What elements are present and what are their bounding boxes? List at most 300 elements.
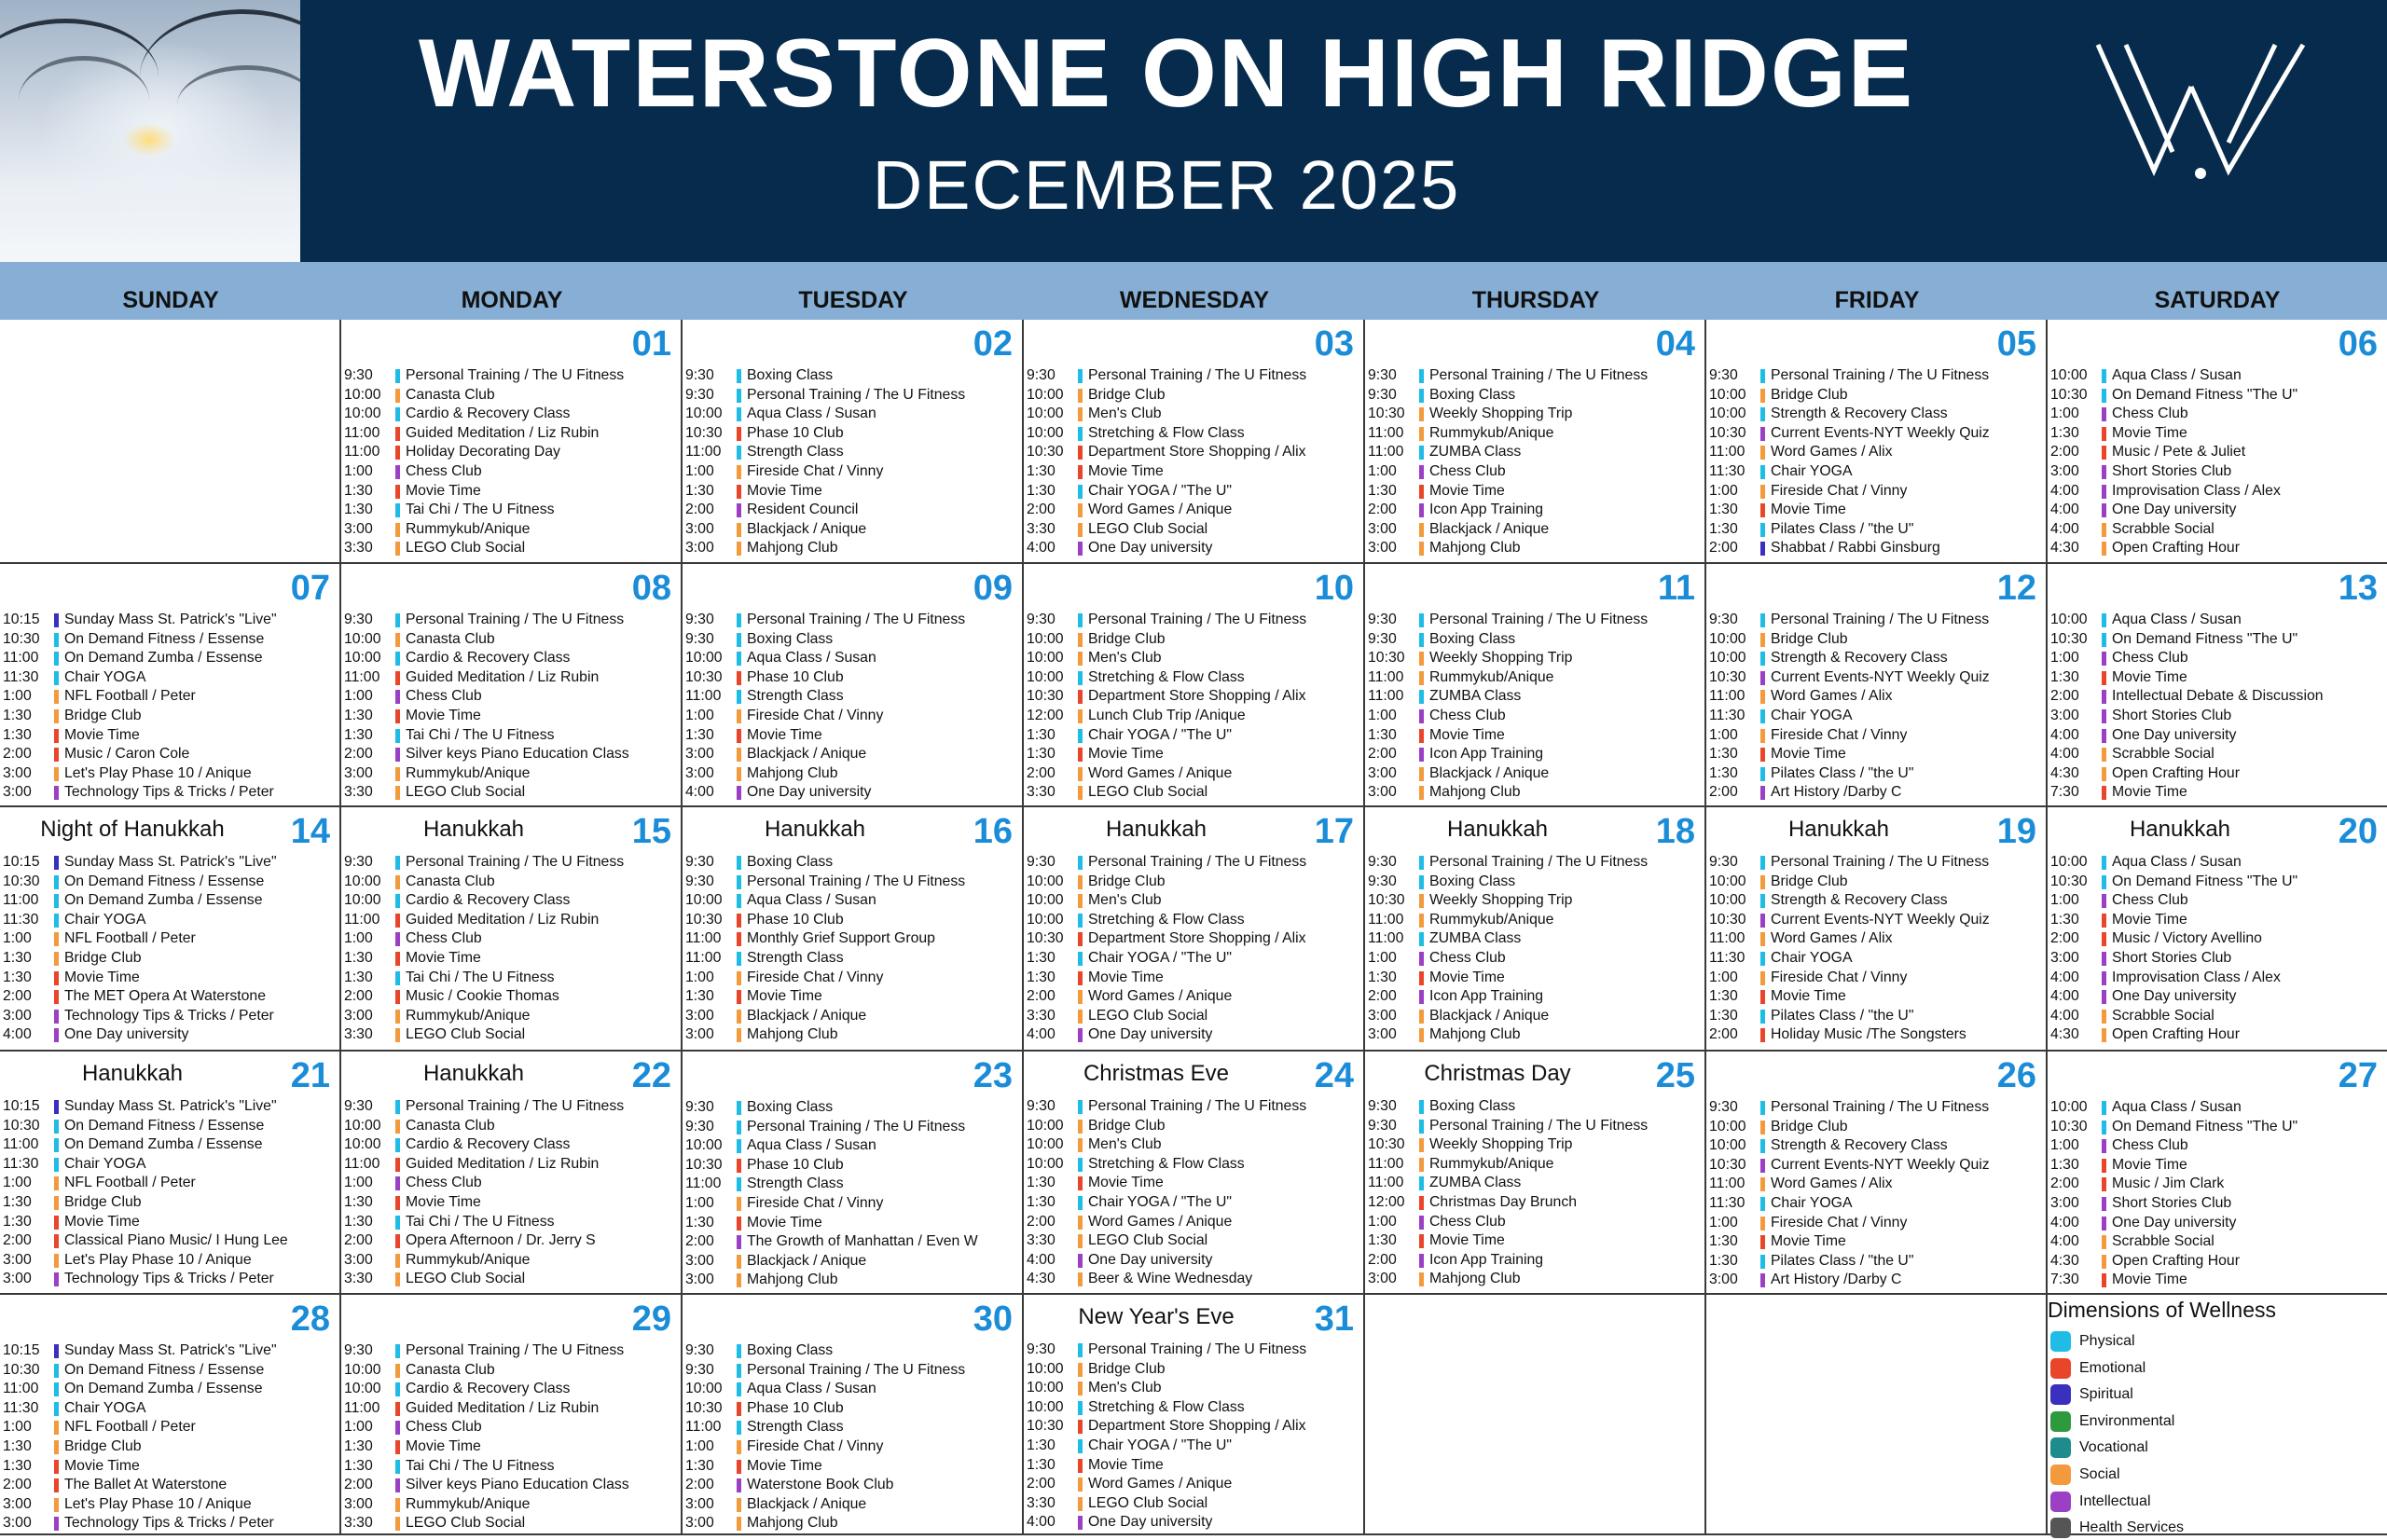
event-item — [1368, 1251, 1703, 1271]
event-time: 1:00 — [1709, 969, 1738, 985]
event-name: Word Games / Anique — [1088, 764, 1233, 781]
event-item — [1368, 1213, 1703, 1232]
category-marker — [737, 1402, 741, 1416]
event-time: 11:00 — [3, 650, 39, 667]
event-item — [2050, 987, 2385, 1007]
event-time: 1:00 — [344, 688, 373, 705]
event-item — [344, 501, 679, 520]
event-item — [685, 539, 1020, 558]
event-time: 1:30 — [1709, 988, 1738, 1005]
event-name: Boxing Class — [1429, 873, 1516, 889]
event-name: Short Stories Club — [2112, 949, 2232, 966]
category-marker — [2102, 633, 2106, 647]
category-marker — [1078, 407, 1083, 421]
event-name: Chess Club — [1429, 707, 1506, 723]
event-name: Strength & Recovery Class — [1771, 892, 1948, 909]
event-item — [1368, 501, 1703, 520]
event-time: 11:30 — [1709, 707, 1745, 723]
event-time: 10:30 — [685, 1399, 723, 1416]
event-time: 11:00 — [1368, 424, 1404, 441]
event-item — [1027, 1251, 1361, 1271]
event-item — [1027, 405, 1361, 424]
event-name: Holiday Music /The Songsters — [1771, 1026, 1966, 1043]
event-item — [344, 929, 679, 949]
event-item — [685, 1007, 1020, 1026]
event-name: Current Events-NYT Weekly Quiz — [1771, 1156, 1990, 1173]
event-time: 2:00 — [3, 988, 32, 1005]
category-marker — [1078, 971, 1083, 985]
event-time: 10:00 — [1027, 1136, 1064, 1153]
event-item — [1027, 539, 1361, 558]
event-item — [2050, 1194, 2385, 1214]
event-time: 9:30 — [685, 873, 714, 889]
event-time: 9:30 — [1027, 1341, 1056, 1357]
holiday-label: Hanukkah — [2129, 817, 2231, 842]
event-time: 11:30 — [1709, 462, 1745, 479]
event-time: 9:30 — [344, 1342, 373, 1358]
event-item — [1709, 649, 2044, 668]
day-cell-23 — [683, 1052, 1024, 1295]
event-time: 9:30 — [344, 612, 373, 627]
event-item — [344, 1155, 679, 1175]
category-marker — [54, 652, 59, 666]
event-time: 1:00 — [1709, 482, 1738, 499]
event-time: 2:00 — [1027, 1213, 1056, 1230]
event-item — [344, 1476, 679, 1495]
category-marker — [1078, 671, 1083, 685]
event-time: 10:00 — [685, 892, 723, 909]
event-name: Chair YOGA — [1771, 707, 1853, 723]
event-item — [1027, 1007, 1361, 1026]
event-name: Stretching & Flow Class — [1088, 1155, 1245, 1172]
category-marker — [395, 1498, 400, 1512]
event-name: Holiday Decorating Day — [406, 444, 560, 461]
event-item — [1368, 1117, 1703, 1136]
event-name: Bridge Club — [64, 1193, 142, 1210]
event-time: 4:00 — [2050, 1233, 2079, 1250]
category-marker — [395, 914, 400, 928]
category-marker — [2102, 1255, 2106, 1269]
day-number: 27 — [2338, 1056, 2378, 1095]
event-time: 2:00 — [1027, 764, 1056, 781]
event-name: On Demand Zumba / Essense — [64, 892, 263, 909]
day-number: 17 — [1314, 812, 1354, 851]
event-name: Fireside Chat / Vinny — [1771, 482, 1908, 499]
event-item — [344, 891, 679, 911]
event-name: Let's Play Phase 10 / Anique — [64, 1251, 252, 1268]
event-name: Sunday Mass St. Patrick's "Live" — [64, 1342, 277, 1358]
event-time: 1:30 — [2050, 911, 2079, 928]
event-item — [1709, 482, 2044, 502]
event-time: 1:00 — [1368, 1213, 1397, 1230]
event-name: Chair YOGA — [64, 1155, 146, 1172]
event-name: Movie Time — [2112, 784, 2187, 801]
category-marker — [54, 729, 59, 743]
category-marker — [2102, 894, 2106, 908]
category-marker — [395, 1196, 400, 1210]
event-time: 10:30 — [3, 630, 40, 647]
category-marker — [395, 503, 400, 517]
event-name: One Day university — [1088, 1514, 1213, 1531]
event-time: 1:00 — [2050, 1137, 2079, 1154]
event-item — [1368, 649, 1703, 668]
event-time: 11:00 — [685, 1419, 722, 1436]
category-marker — [395, 1460, 400, 1474]
event-name: Chair YOGA / "The U" — [1088, 726, 1233, 743]
event-name: Blackjack / Anique — [747, 520, 867, 537]
event-time: 11:00 — [1368, 668, 1404, 685]
event-item — [1027, 1270, 1361, 1289]
event-name: Movie Time — [406, 1437, 481, 1454]
event-name: Weekly Shopping Trip — [1429, 1136, 1573, 1153]
holiday-label: Hanukkah — [1105, 817, 1207, 842]
event-time: 2:00 — [1027, 988, 1056, 1005]
event-name: Stretching & Flow Class — [1088, 424, 1245, 441]
event-name: Stretching & Flow Class — [1088, 911, 1245, 928]
event-name: Personal Training / The U Fitness — [747, 1118, 966, 1134]
category-marker — [1760, 485, 1765, 499]
event-name: Movie Time — [406, 707, 481, 723]
event-time: 1:30 — [344, 969, 373, 985]
event-item — [1709, 1175, 2044, 1194]
event-time: 1:30 — [1027, 1437, 1056, 1453]
event-time: 2:00 — [3, 1232, 32, 1249]
event-name: Chair YOGA / "The U" — [1088, 1437, 1233, 1453]
event-list — [1027, 1097, 1361, 1289]
event-list — [1027, 366, 1361, 558]
event-name: Blackjack / Anique — [1429, 1007, 1550, 1024]
day-number: 14 — [290, 812, 330, 851]
category-marker — [1760, 914, 1765, 928]
category-marker — [737, 1121, 741, 1134]
category-marker — [54, 856, 59, 870]
event-item — [3, 1117, 338, 1136]
event-item — [1368, 611, 1703, 630]
event-item — [1368, 687, 1703, 707]
event-name: Rummykub/Anique — [406, 520, 531, 537]
event-item — [344, 611, 679, 630]
category-marker — [2102, 971, 2106, 985]
event-item — [1368, 745, 1703, 764]
event-name: Movie Time — [747, 1457, 822, 1474]
category-marker — [54, 633, 59, 647]
event-time: 1:00 — [2050, 892, 2079, 909]
event-list — [1027, 611, 1361, 803]
event-item — [2050, 630, 2385, 650]
event-name: Word Games / Anique — [1088, 1476, 1233, 1492]
category-marker — [395, 1254, 400, 1268]
event-item — [2050, 891, 2385, 911]
event-list — [344, 611, 679, 803]
day-number: 31 — [1314, 1299, 1354, 1339]
event-time: 2:00 — [2050, 688, 2079, 705]
event-item — [2050, 707, 2385, 726]
weekday-monday: MONDAY — [461, 287, 563, 313]
event-time: 10:00 — [1027, 630, 1064, 647]
event-item — [1027, 462, 1361, 482]
event-time: 9:30 — [1709, 367, 1738, 383]
event-item — [1027, 630, 1361, 650]
event-time: 4:00 — [2050, 520, 2079, 537]
event-name: Technology Tips & Tricks / Peter — [64, 1007, 274, 1024]
event-name: Strength Class — [747, 1419, 844, 1436]
event-item — [3, 891, 338, 911]
event-time: 11:00 — [685, 930, 722, 947]
event-name: Christmas Day Brunch — [1429, 1193, 1578, 1210]
event-item — [2050, 1025, 2385, 1045]
category-marker — [2102, 485, 2106, 499]
event-name: Bridge Club — [64, 707, 142, 723]
event-item — [3, 1476, 338, 1495]
event-time: 11:30 — [3, 911, 39, 928]
event-item — [2050, 687, 2385, 707]
event-name: Movie Time — [406, 482, 481, 499]
event-item — [1368, 707, 1703, 726]
category-marker — [54, 971, 59, 985]
event-item — [344, 462, 679, 482]
category-marker — [395, 894, 400, 908]
event-name: Movie Time — [1088, 1456, 1164, 1473]
event-item — [1709, 853, 2044, 873]
event-time: 10:00 — [344, 892, 381, 909]
event-time: 10:15 — [3, 854, 40, 870]
event-name: Mahjong Club — [747, 1026, 838, 1043]
event-item — [1368, 764, 1703, 784]
category-marker — [395, 1478, 400, 1492]
event-name: Movie Time — [1088, 969, 1164, 985]
category-marker — [1760, 690, 1765, 704]
event-time: 1:30 — [1027, 462, 1056, 479]
event-time: 1:00 — [1368, 462, 1397, 479]
event-name: Mahjong Club — [1429, 1026, 1521, 1043]
event-time: 10:30 — [685, 911, 723, 928]
event-item — [1709, 687, 2044, 707]
event-item — [3, 1380, 338, 1399]
event-name: Current Events-NYT Weekly Quiz — [1771, 424, 1990, 441]
event-time: 1:30 — [344, 502, 373, 518]
category-marker — [737, 523, 741, 537]
event-name: Improvisation Class / Alex — [2112, 969, 2281, 985]
event-time: 1:00 — [685, 1437, 714, 1454]
category-marker — [395, 523, 400, 537]
event-item — [344, 630, 679, 650]
event-time: 1:30 — [3, 1437, 32, 1454]
day-number: 05 — [1996, 324, 2036, 364]
day-cell-28 — [0, 1295, 341, 1535]
event-item — [685, 745, 1020, 764]
event-time: 11:00 — [3, 892, 39, 909]
event-name: One Day university — [1088, 1026, 1213, 1043]
event-item — [2050, 1232, 2385, 1252]
category-marker — [1419, 652, 1424, 666]
event-name: Pilates Class / "the U" — [1771, 764, 1914, 781]
event-time: 1:30 — [2050, 1156, 2079, 1173]
category-marker — [737, 1517, 741, 1531]
event-name: Tai Chi / The U Fitness — [406, 969, 555, 985]
event-item — [2050, 366, 2385, 386]
event-time: 11:00 — [344, 1155, 380, 1172]
category-marker — [395, 1120, 400, 1134]
event-item — [1027, 764, 1361, 784]
category-marker — [395, 932, 400, 946]
category-marker — [54, 1382, 59, 1396]
event-time: 11:00 — [1368, 1175, 1404, 1191]
event-name: Personal Training / The U Fitness — [406, 854, 625, 870]
day-cell-15 — [341, 807, 683, 1052]
event-name: Movie Time — [1088, 1175, 1164, 1191]
event-name: Short Stories Club — [2112, 1194, 2232, 1211]
category-marker — [54, 1120, 59, 1134]
event-item — [1709, 745, 2044, 764]
category-marker — [2102, 709, 2106, 723]
event-item — [1027, 1231, 1361, 1251]
category-marker — [54, 1364, 59, 1378]
event-name: Personal Training / The U Fitness — [1429, 612, 1649, 627]
event-time: 10:30 — [1027, 444, 1064, 461]
event-name: Fireside Chat / Vinny — [747, 707, 884, 723]
event-name: Fireside Chat / Vinny — [1771, 1214, 1908, 1231]
event-time: 4:00 — [1027, 1251, 1056, 1268]
event-list — [1709, 611, 2044, 803]
category-marker — [1078, 1254, 1083, 1268]
event-name: Rummykub/Anique — [406, 764, 531, 781]
event-name: Icon App Training — [1429, 502, 1544, 518]
event-time: 11:00 — [685, 949, 722, 966]
empty-cell — [1706, 1295, 2048, 1535]
event-item — [685, 386, 1020, 406]
category-marker — [2102, 856, 2106, 870]
event-name: Short Stories Club — [2112, 707, 2232, 723]
category-marker — [54, 671, 59, 685]
event-time: 1:30 — [344, 949, 373, 966]
category-marker — [2102, 407, 2106, 421]
event-name: Men's Club — [1088, 892, 1162, 909]
day-number: 11 — [1657, 569, 1695, 608]
event-time: 10:00 — [1709, 1118, 1746, 1134]
event-item — [344, 1213, 679, 1232]
day-cell-10 — [1024, 564, 1365, 807]
event-item — [2050, 649, 2385, 668]
event-time: 1:30 — [1709, 746, 1738, 763]
event-time: 1:30 — [1709, 502, 1738, 518]
event-item — [1709, 366, 2044, 386]
category-marker — [395, 407, 400, 421]
category-marker — [737, 369, 741, 383]
event-item — [1368, 969, 1703, 988]
category-marker — [2102, 523, 2106, 537]
event-item — [2050, 949, 2385, 969]
event-time: 10:00 — [2050, 854, 2088, 870]
event-time: 1:30 — [3, 969, 32, 985]
event-time: 9:30 — [1368, 1117, 1397, 1134]
event-time: 1:30 — [685, 988, 714, 1005]
event-name: Open Crafting Hour — [2112, 540, 2240, 557]
category-marker — [395, 389, 400, 403]
event-time: 10:30 — [1709, 668, 1746, 685]
event-name: Fireside Chat / Vinny — [747, 1194, 884, 1211]
day-number: 04 — [1655, 324, 1695, 364]
category-marker — [1078, 1234, 1083, 1248]
event-time: 10:00 — [344, 630, 381, 647]
category-marker — [1078, 1120, 1083, 1134]
event-name: Rummykub/Anique — [1429, 911, 1554, 928]
event-name: Movie Time — [2112, 1156, 2187, 1173]
category-marker — [54, 1234, 59, 1248]
category-marker — [54, 1010, 59, 1024]
event-item — [3, 1457, 338, 1477]
category-marker — [54, 914, 59, 928]
category-marker — [737, 1197, 741, 1211]
event-time: 4:00 — [1027, 1026, 1056, 1043]
event-name: NFL Football / Peter — [64, 1419, 196, 1436]
event-list — [1709, 366, 2044, 558]
event-item — [344, 1135, 679, 1155]
event-name: Boxing Class — [1429, 630, 1516, 647]
event-time: 4:00 — [2050, 988, 2079, 1005]
category-marker — [395, 1138, 400, 1152]
event-item — [344, 873, 679, 892]
event-time: 4:00 — [2050, 482, 2079, 499]
event-list — [3, 1341, 338, 1533]
event-time: 10:00 — [344, 1381, 381, 1397]
category-marker — [395, 1382, 400, 1396]
event-item — [1368, 1155, 1703, 1175]
event-time: 10:00 — [1709, 873, 1746, 889]
event-name: Open Crafting Hour — [2112, 764, 2240, 781]
category-marker — [1419, 1120, 1424, 1134]
event-name: Movie Time — [2112, 911, 2187, 928]
day-number: 24 — [1314, 1056, 1354, 1095]
event-list — [685, 1098, 1020, 1290]
event-name: NFL Football / Peter — [64, 930, 196, 947]
event-name: Current Events-NYT Weekly Quiz — [1771, 911, 1990, 928]
event-name: Chair YOGA — [1771, 1194, 1853, 1211]
event-time: 10:00 — [1709, 386, 1746, 403]
event-time: 10:00 — [344, 650, 381, 667]
category-marker — [2102, 1121, 2106, 1134]
event-time: 1:30 — [344, 1193, 373, 1210]
category-marker — [1419, 485, 1424, 499]
event-name: Weekly Shopping Trip — [1429, 406, 1573, 422]
category-marker — [395, 652, 400, 666]
event-name: Personal Training / The U Fitness — [747, 612, 966, 627]
event-item — [2050, 1252, 2385, 1272]
day-number: 10 — [1314, 569, 1354, 608]
event-name: Chess Club — [406, 688, 482, 705]
category-marker — [737, 1460, 741, 1474]
event-name: Short Stories Club — [2112, 462, 2232, 479]
category-marker — [54, 767, 59, 781]
dove-icon — [2050, 1384, 2071, 1405]
category-marker — [1419, 952, 1424, 966]
event-name: Chess Club — [2112, 1137, 2188, 1154]
event-time: 3:00 — [344, 520, 373, 537]
event-item — [2050, 520, 2385, 540]
category-marker — [1078, 1382, 1083, 1396]
event-time: 11:00 — [1368, 911, 1404, 928]
holiday-label: Christmas Eve — [1083, 1061, 1230, 1086]
event-time: 10:00 — [1709, 406, 1746, 422]
lightbulb-icon — [2050, 1492, 2071, 1512]
category-marker — [737, 1139, 741, 1153]
category-marker — [2102, 503, 2106, 517]
event-time: 3:00 — [1368, 1271, 1397, 1287]
event-item — [1709, 1098, 2044, 1118]
event-item — [1027, 949, 1361, 969]
day-number: 12 — [1996, 569, 2036, 608]
event-time: 1:30 — [344, 482, 373, 499]
category-marker — [1078, 1420, 1083, 1434]
